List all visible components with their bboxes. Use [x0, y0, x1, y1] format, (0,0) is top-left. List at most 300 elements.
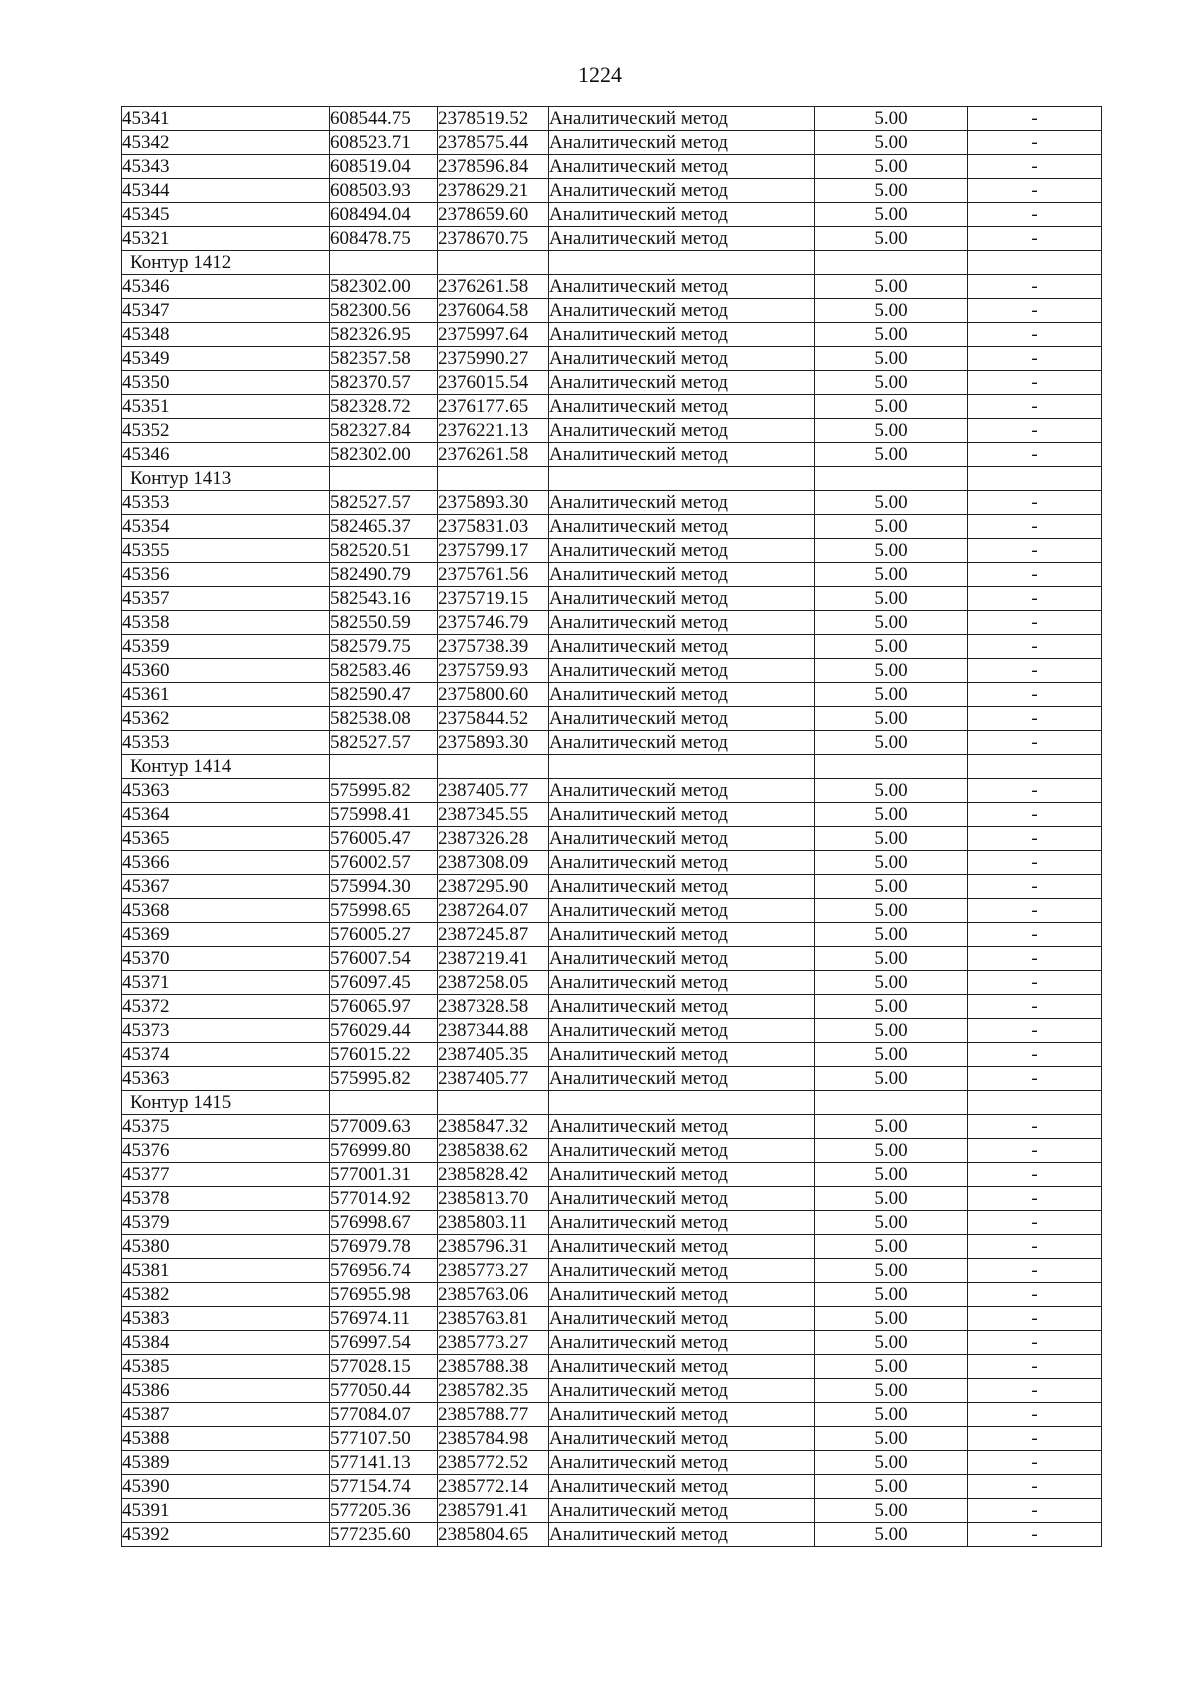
- method-cell: Аналитический метод: [549, 107, 815, 131]
- description-cell: -: [968, 923, 1102, 947]
- point-id-cell: 45379: [122, 1211, 330, 1235]
- page-number: 1224: [578, 62, 622, 87]
- point-id-cell: 45367: [122, 875, 330, 899]
- table-row: [122, 203, 1102, 227]
- x-coordinate-cell: 577235.60: [330, 1523, 438, 1547]
- precision-cell: 5.00: [815, 539, 968, 563]
- description-cell: -: [968, 107, 1102, 131]
- method-cell: Аналитический метод: [549, 395, 815, 419]
- point-id-cell: 45376: [122, 1139, 330, 1163]
- table-row: [122, 947, 1102, 971]
- x-coordinate-cell: 576097.45: [330, 971, 438, 995]
- table-row: [122, 803, 1102, 827]
- description-cell: -: [968, 707, 1102, 731]
- method-cell: Аналитический метод: [549, 923, 815, 947]
- method-cell: Аналитический метод: [549, 1115, 815, 1139]
- table-row: [122, 851, 1102, 875]
- x-coordinate-cell: 582370.57: [330, 371, 438, 395]
- table-row: [122, 1067, 1102, 1091]
- description-cell: -: [968, 1307, 1102, 1331]
- empty-cell: [438, 755, 549, 779]
- method-cell: Аналитический метод: [549, 1475, 815, 1499]
- method-cell: Аналитический метод: [549, 227, 815, 251]
- precision-cell: 5.00: [815, 323, 968, 347]
- x-coordinate-cell: 575995.82: [330, 779, 438, 803]
- precision-cell: 5.00: [815, 1019, 968, 1043]
- y-coordinate-cell: 2385784.98: [438, 1427, 549, 1451]
- point-id-cell: 45351: [122, 395, 330, 419]
- point-id-cell: 45372: [122, 995, 330, 1019]
- y-coordinate-cell: 2375990.27: [438, 347, 549, 371]
- description-cell: -: [968, 1235, 1102, 1259]
- point-id-cell: 45354: [122, 515, 330, 539]
- point-id-cell: 45359: [122, 635, 330, 659]
- empty-cell: [815, 467, 968, 491]
- empty-cell: [438, 251, 549, 275]
- description-cell: -: [968, 899, 1102, 923]
- description-cell: -: [968, 1451, 1102, 1475]
- x-coordinate-cell: 582583.46: [330, 659, 438, 683]
- x-coordinate-cell: 576029.44: [330, 1019, 438, 1043]
- method-cell: Аналитический метод: [549, 1067, 815, 1091]
- y-coordinate-cell: 2387405.35: [438, 1043, 549, 1067]
- point-id-cell: 45341: [122, 107, 330, 131]
- description-cell: -: [968, 371, 1102, 395]
- precision-cell: 5.00: [815, 1427, 968, 1451]
- description-cell: -: [968, 1475, 1102, 1499]
- empty-cell: [968, 467, 1102, 491]
- point-id-cell: 45350: [122, 371, 330, 395]
- method-cell: Аналитический метод: [549, 347, 815, 371]
- x-coordinate-cell: 576005.47: [330, 827, 438, 851]
- y-coordinate-cell: 2375761.56: [438, 563, 549, 587]
- table-row: [122, 1331, 1102, 1355]
- table-row: [122, 683, 1102, 707]
- method-cell: Аналитический метод: [549, 1139, 815, 1163]
- y-coordinate-cell: 2385782.35: [438, 1379, 549, 1403]
- description-cell: -: [968, 731, 1102, 755]
- point-id-cell: 45377: [122, 1163, 330, 1187]
- description-cell: -: [968, 659, 1102, 683]
- description-cell: -: [968, 227, 1102, 251]
- y-coordinate-cell: 2375719.15: [438, 587, 549, 611]
- table-row: [122, 1235, 1102, 1259]
- y-coordinate-cell: 2387295.90: [438, 875, 549, 899]
- y-coordinate-cell: 2375759.93: [438, 659, 549, 683]
- contour-label: Контур 1413: [122, 467, 330, 491]
- empty-cell: [330, 1091, 438, 1115]
- y-coordinate-cell: 2376177.65: [438, 395, 549, 419]
- description-cell: -: [968, 611, 1102, 635]
- point-id-cell: 45357: [122, 587, 330, 611]
- point-id-cell: 45353: [122, 731, 330, 755]
- empty-cell: [330, 251, 438, 275]
- precision-cell: 5.00: [815, 803, 968, 827]
- method-cell: Аналитический метод: [549, 371, 815, 395]
- description-cell: -: [968, 1163, 1102, 1187]
- method-cell: Аналитический метод: [549, 587, 815, 611]
- precision-cell: 5.00: [815, 1235, 968, 1259]
- precision-cell: 5.00: [815, 155, 968, 179]
- precision-cell: 5.00: [815, 299, 968, 323]
- point-id-cell: 45384: [122, 1331, 330, 1355]
- method-cell: Аналитический метод: [549, 1019, 815, 1043]
- x-coordinate-cell: 576005.27: [330, 923, 438, 947]
- table-row: [122, 779, 1102, 803]
- method-cell: Аналитический метод: [549, 611, 815, 635]
- empty-cell: [549, 467, 815, 491]
- table-row: [122, 707, 1102, 731]
- table-row: [122, 515, 1102, 539]
- point-id-cell: 45387: [122, 1403, 330, 1427]
- method-cell: Аналитический метод: [549, 1259, 815, 1283]
- table-row: [122, 1379, 1102, 1403]
- point-id-cell: 45370: [122, 947, 330, 971]
- description-cell: -: [968, 323, 1102, 347]
- empty-cell: [549, 755, 815, 779]
- contour-header-row: [122, 1091, 1102, 1115]
- point-id-cell: 45363: [122, 779, 330, 803]
- x-coordinate-cell: 577028.15: [330, 1355, 438, 1379]
- y-coordinate-cell: 2375997.64: [438, 323, 549, 347]
- description-cell: -: [968, 1355, 1102, 1379]
- x-coordinate-cell: 608478.75: [330, 227, 438, 251]
- method-cell: Аналитический метод: [549, 443, 815, 467]
- point-id-cell: 45342: [122, 131, 330, 155]
- x-coordinate-cell: 582465.37: [330, 515, 438, 539]
- table-row: [122, 155, 1102, 179]
- contour-label: Контур 1414: [122, 755, 330, 779]
- table-row: [122, 1187, 1102, 1211]
- y-coordinate-cell: 2378659.60: [438, 203, 549, 227]
- description-cell: -: [968, 971, 1102, 995]
- x-coordinate-cell: 577009.63: [330, 1115, 438, 1139]
- precision-cell: 5.00: [815, 995, 968, 1019]
- point-id-cell: 45344: [122, 179, 330, 203]
- y-coordinate-cell: 2387345.55: [438, 803, 549, 827]
- y-coordinate-cell: 2376261.58: [438, 443, 549, 467]
- precision-cell: 5.00: [815, 203, 968, 227]
- precision-cell: 5.00: [815, 107, 968, 131]
- description-cell: -: [968, 947, 1102, 971]
- method-cell: Аналитический метод: [549, 731, 815, 755]
- x-coordinate-cell: 576974.11: [330, 1307, 438, 1331]
- point-id-cell: 45378: [122, 1187, 330, 1211]
- method-cell: Аналитический метод: [549, 155, 815, 179]
- precision-cell: 5.00: [815, 443, 968, 467]
- description-cell: -: [968, 1283, 1102, 1307]
- table-row: [122, 731, 1102, 755]
- method-cell: Аналитический метод: [549, 179, 815, 203]
- point-id-cell: 45347: [122, 299, 330, 323]
- y-coordinate-cell: 2387326.28: [438, 827, 549, 851]
- precision-cell: 5.00: [815, 1163, 968, 1187]
- y-coordinate-cell: 2385804.65: [438, 1523, 549, 1547]
- x-coordinate-cell: 576955.98: [330, 1283, 438, 1307]
- table-row: [122, 371, 1102, 395]
- y-coordinate-cell: 2387405.77: [438, 1067, 549, 1091]
- description-cell: -: [968, 1187, 1102, 1211]
- description-cell: -: [968, 515, 1102, 539]
- x-coordinate-cell: 582302.00: [330, 275, 438, 299]
- method-cell: Аналитический метод: [549, 299, 815, 323]
- y-coordinate-cell: 2385828.42: [438, 1163, 549, 1187]
- precision-cell: 5.00: [815, 1355, 968, 1379]
- point-id-cell: 45373: [122, 1019, 330, 1043]
- x-coordinate-cell: 582520.51: [330, 539, 438, 563]
- method-cell: Аналитический метод: [549, 323, 815, 347]
- x-coordinate-cell: 582490.79: [330, 563, 438, 587]
- table-row: [122, 923, 1102, 947]
- contour-header-row: [122, 755, 1102, 779]
- description-cell: -: [968, 1427, 1102, 1451]
- point-id-cell: 45371: [122, 971, 330, 995]
- table-row: [122, 1163, 1102, 1187]
- precision-cell: 5.00: [815, 1211, 968, 1235]
- precision-cell: 5.00: [815, 827, 968, 851]
- method-cell: Аналитический метод: [549, 635, 815, 659]
- x-coordinate-cell: 576997.54: [330, 1331, 438, 1355]
- y-coordinate-cell: 2385847.32: [438, 1115, 549, 1139]
- table-row: [122, 1355, 1102, 1379]
- x-coordinate-cell: 608503.93: [330, 179, 438, 203]
- x-coordinate-cell: 576999.80: [330, 1139, 438, 1163]
- description-cell: -: [968, 395, 1102, 419]
- table-row: [122, 1019, 1102, 1043]
- point-id-cell: 45369: [122, 923, 330, 947]
- description-cell: -: [968, 1211, 1102, 1235]
- description-cell: -: [968, 683, 1102, 707]
- point-id-cell: 45358: [122, 611, 330, 635]
- x-coordinate-cell: 582527.57: [330, 491, 438, 515]
- x-coordinate-cell: 576956.74: [330, 1259, 438, 1283]
- point-id-cell: 45389: [122, 1451, 330, 1475]
- description-cell: -: [968, 563, 1102, 587]
- y-coordinate-cell: 2376064.58: [438, 299, 549, 323]
- table-row: [122, 611, 1102, 635]
- method-cell: Аналитический метод: [549, 563, 815, 587]
- description-cell: -: [968, 275, 1102, 299]
- point-id-cell: 45381: [122, 1259, 330, 1283]
- description-cell: -: [968, 131, 1102, 155]
- precision-cell: 5.00: [815, 635, 968, 659]
- y-coordinate-cell: 2385788.77: [438, 1403, 549, 1427]
- method-cell: Аналитический метод: [549, 1403, 815, 1427]
- description-cell: -: [968, 875, 1102, 899]
- table-row: [122, 1475, 1102, 1499]
- method-cell: Аналитический метод: [549, 275, 815, 299]
- x-coordinate-cell: 576015.22: [330, 1043, 438, 1067]
- description-cell: -: [968, 851, 1102, 875]
- y-coordinate-cell: 2385772.14: [438, 1475, 549, 1499]
- description-cell: -: [968, 155, 1102, 179]
- empty-cell: [968, 1091, 1102, 1115]
- description-cell: -: [968, 635, 1102, 659]
- table-row: [122, 875, 1102, 899]
- table-row: [122, 275, 1102, 299]
- precision-cell: 5.00: [815, 1499, 968, 1523]
- description-cell: -: [968, 1331, 1102, 1355]
- x-coordinate-cell: 577014.92: [330, 1187, 438, 1211]
- x-coordinate-cell: 608494.04: [330, 203, 438, 227]
- table-row: [122, 995, 1102, 1019]
- precision-cell: 5.00: [815, 131, 968, 155]
- description-cell: -: [968, 1403, 1102, 1427]
- y-coordinate-cell: 2378519.52: [438, 107, 549, 131]
- method-cell: Аналитический метод: [549, 659, 815, 683]
- x-coordinate-cell: 576998.67: [330, 1211, 438, 1235]
- y-coordinate-cell: 2375799.17: [438, 539, 549, 563]
- point-id-cell: 45382: [122, 1283, 330, 1307]
- description-cell: -: [968, 299, 1102, 323]
- description-cell: -: [968, 995, 1102, 1019]
- method-cell: Аналитический метод: [549, 707, 815, 731]
- empty-cell: [438, 467, 549, 491]
- description-cell: -: [968, 1523, 1102, 1547]
- table-row: [122, 491, 1102, 515]
- method-cell: Аналитический метод: [549, 1499, 815, 1523]
- precision-cell: 5.00: [815, 371, 968, 395]
- y-coordinate-cell: 2385796.31: [438, 1235, 549, 1259]
- point-id-cell: 45385: [122, 1355, 330, 1379]
- x-coordinate-cell: 582328.72: [330, 395, 438, 419]
- precision-cell: 5.00: [815, 1259, 968, 1283]
- x-coordinate-cell: 608523.71: [330, 131, 438, 155]
- precision-cell: 5.00: [815, 1403, 968, 1427]
- precision-cell: 5.00: [815, 1307, 968, 1331]
- description-cell: -: [968, 779, 1102, 803]
- method-cell: Аналитический метод: [549, 1283, 815, 1307]
- precision-cell: 5.00: [815, 875, 968, 899]
- precision-cell: 5.00: [815, 491, 968, 515]
- x-coordinate-cell: 582538.08: [330, 707, 438, 731]
- table-row: [122, 299, 1102, 323]
- y-coordinate-cell: 2375738.39: [438, 635, 549, 659]
- precision-cell: 5.00: [815, 395, 968, 419]
- description-cell: -: [968, 1259, 1102, 1283]
- method-cell: Аналитический метод: [549, 1355, 815, 1379]
- precision-cell: 5.00: [815, 851, 968, 875]
- precision-cell: 5.00: [815, 587, 968, 611]
- empty-cell: [815, 755, 968, 779]
- point-id-cell: 45343: [122, 155, 330, 179]
- y-coordinate-cell: 2385763.06: [438, 1283, 549, 1307]
- y-coordinate-cell: 2375800.60: [438, 683, 549, 707]
- description-cell: -: [968, 1115, 1102, 1139]
- precision-cell: 5.00: [815, 179, 968, 203]
- x-coordinate-cell: 582550.59: [330, 611, 438, 635]
- y-coordinate-cell: 2378596.84: [438, 155, 549, 179]
- table-row: [122, 1499, 1102, 1523]
- x-coordinate-cell: 582527.57: [330, 731, 438, 755]
- table-row: [122, 1523, 1102, 1547]
- precision-cell: 5.00: [815, 227, 968, 251]
- empty-cell: [549, 1091, 815, 1115]
- y-coordinate-cell: 2378575.44: [438, 131, 549, 155]
- point-id-cell: 45390: [122, 1475, 330, 1499]
- method-cell: Аналитический метод: [549, 515, 815, 539]
- table-row: [122, 395, 1102, 419]
- precision-cell: 5.00: [815, 347, 968, 371]
- x-coordinate-cell: 582326.95: [330, 323, 438, 347]
- table-row: [122, 971, 1102, 995]
- y-coordinate-cell: 2385788.38: [438, 1355, 549, 1379]
- table-row: [122, 1211, 1102, 1235]
- point-id-cell: 45363: [122, 1067, 330, 1091]
- table-row: [122, 899, 1102, 923]
- table-row: [122, 1427, 1102, 1451]
- precision-cell: 5.00: [815, 779, 968, 803]
- method-cell: Аналитический метод: [549, 971, 815, 995]
- method-cell: Аналитический метод: [549, 419, 815, 443]
- x-coordinate-cell: 575998.65: [330, 899, 438, 923]
- precision-cell: 5.00: [815, 1451, 968, 1475]
- y-coordinate-cell: 2375893.30: [438, 731, 549, 755]
- precision-cell: 5.00: [815, 899, 968, 923]
- description-cell: -: [968, 347, 1102, 371]
- method-cell: Аналитический метод: [549, 203, 815, 227]
- contour-label: Контур 1412: [122, 251, 330, 275]
- table-row: [122, 539, 1102, 563]
- precision-cell: 5.00: [815, 563, 968, 587]
- precision-cell: 5.00: [815, 1067, 968, 1091]
- table-row: [122, 563, 1102, 587]
- precision-cell: 5.00: [815, 659, 968, 683]
- point-id-cell: 45365: [122, 827, 330, 851]
- point-id-cell: 45383: [122, 1307, 330, 1331]
- precision-cell: 5.00: [815, 515, 968, 539]
- point-id-cell: 45380: [122, 1235, 330, 1259]
- method-cell: Аналитический метод: [549, 1427, 815, 1451]
- coordinates-table: [121, 106, 1102, 1547]
- precision-cell: 5.00: [815, 1475, 968, 1499]
- x-coordinate-cell: 582327.84: [330, 419, 438, 443]
- x-coordinate-cell: 575994.30: [330, 875, 438, 899]
- y-coordinate-cell: 2387308.09: [438, 851, 549, 875]
- point-id-cell: 45352: [122, 419, 330, 443]
- x-coordinate-cell: 575995.82: [330, 1067, 438, 1091]
- x-coordinate-cell: 582300.56: [330, 299, 438, 323]
- method-cell: Аналитический метод: [549, 1043, 815, 1067]
- method-cell: Аналитический метод: [549, 1163, 815, 1187]
- point-id-cell: 45321: [122, 227, 330, 251]
- y-coordinate-cell: 2387405.77: [438, 779, 549, 803]
- table-row: [122, 419, 1102, 443]
- y-coordinate-cell: 2385763.81: [438, 1307, 549, 1331]
- method-cell: Аналитический метод: [549, 491, 815, 515]
- y-coordinate-cell: 2376221.13: [438, 419, 549, 443]
- table-row: [122, 1259, 1102, 1283]
- table-row: [122, 347, 1102, 371]
- point-id-cell: 45391: [122, 1499, 330, 1523]
- table-row: [122, 827, 1102, 851]
- y-coordinate-cell: 2387245.87: [438, 923, 549, 947]
- method-cell: Аналитический метод: [549, 131, 815, 155]
- x-coordinate-cell: 582590.47: [330, 683, 438, 707]
- y-coordinate-cell: 2387344.88: [438, 1019, 549, 1043]
- x-coordinate-cell: 577084.07: [330, 1403, 438, 1427]
- precision-cell: 5.00: [815, 419, 968, 443]
- precision-cell: 5.00: [815, 1115, 968, 1139]
- x-coordinate-cell: 576065.97: [330, 995, 438, 1019]
- y-coordinate-cell: 2387264.07: [438, 899, 549, 923]
- x-coordinate-cell: 582543.16: [330, 587, 438, 611]
- method-cell: Аналитический метод: [549, 1331, 815, 1355]
- point-id-cell: 45362: [122, 707, 330, 731]
- y-coordinate-cell: 2387258.05: [438, 971, 549, 995]
- description-cell: -: [968, 1019, 1102, 1043]
- description-cell: -: [968, 827, 1102, 851]
